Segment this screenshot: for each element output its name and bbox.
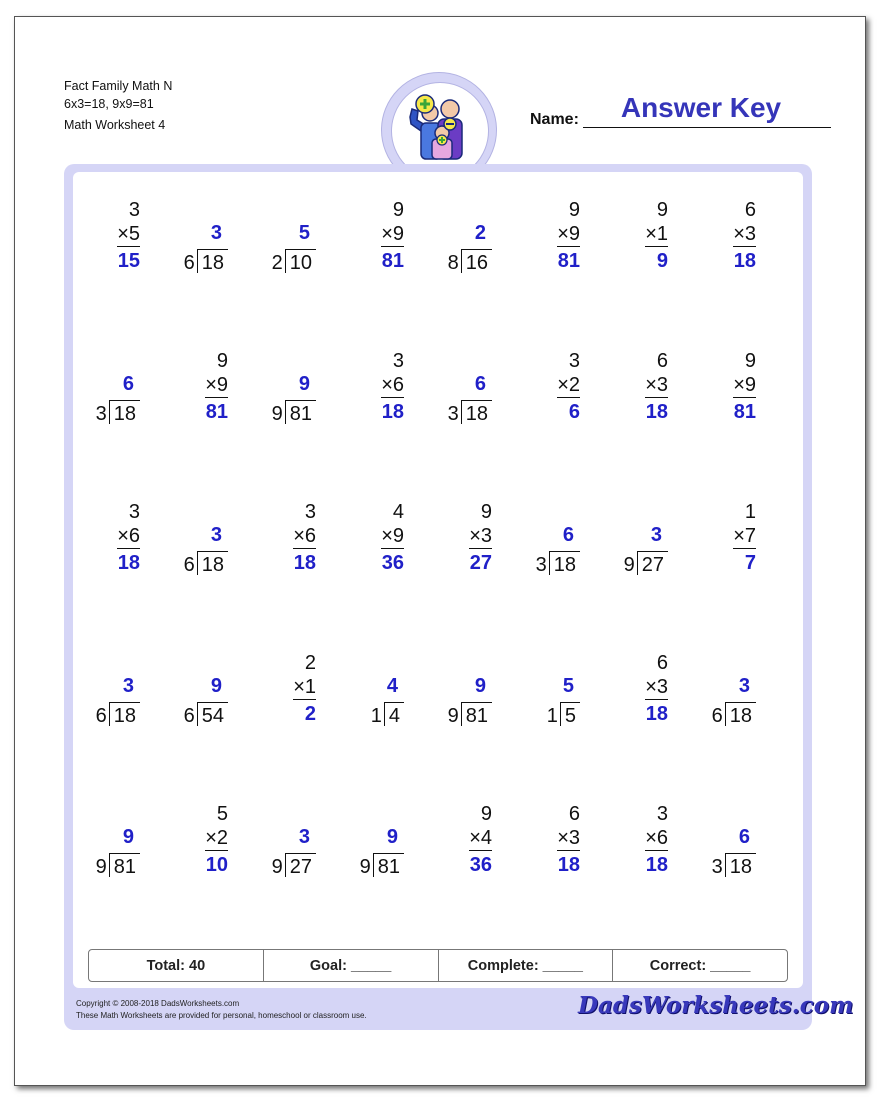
product-answer: 15	[117, 250, 140, 272]
product-answer: 18	[645, 703, 668, 725]
multiplication-problem	[80, 200, 168, 280]
dividend: 18	[461, 400, 492, 424]
goal-cell[interactable]: Goal: _____	[263, 950, 438, 981]
product-answer: 36	[469, 854, 492, 876]
division-problem	[696, 653, 784, 733]
division-problem	[608, 502, 696, 582]
usage-notice: These Math Worksheets are provided for personal, homeschool or classroom use.	[76, 1011, 367, 1020]
worksheet-facts: 6x3=18, 9x9=81	[64, 97, 154, 111]
correct-cell[interactable]: Correct: _____	[612, 950, 787, 981]
factor-top: 9	[480, 501, 492, 523]
divisor: 1	[370, 705, 382, 727]
product-answer: 36	[381, 552, 404, 574]
factor-top: 9	[480, 803, 492, 825]
product-answer: 18	[117, 552, 140, 574]
division-bracket	[96, 853, 140, 877]
multiplication-problem	[168, 351, 256, 431]
divisor: 9	[95, 856, 107, 878]
quotient-answer: 5	[298, 222, 310, 244]
factor-operator: ×3	[645, 374, 668, 396]
division-bracket	[184, 702, 228, 726]
worksheet-title: Fact Family Math N	[64, 79, 173, 93]
division-bracket	[272, 853, 316, 877]
product-answer: 27	[469, 552, 492, 574]
product-answer: 81	[205, 401, 228, 423]
dividend: 18	[549, 551, 580, 575]
quotient-answer: 3	[650, 524, 662, 546]
division-bracket	[371, 702, 404, 726]
dividend: 18	[109, 400, 140, 424]
multiplication-problem	[432, 502, 520, 582]
product-answer: 7	[744, 552, 756, 574]
factor-operator: ×9	[733, 374, 756, 396]
multiplication-problem	[344, 351, 432, 431]
factor-operator: ×3	[557, 827, 580, 849]
factor-operator: ×6	[293, 525, 316, 547]
divisor: 3	[447, 403, 459, 425]
dividend: 16	[461, 249, 492, 273]
product-answer: 81	[733, 401, 756, 423]
divisor: 6	[183, 554, 195, 576]
quotient-answer: 9	[210, 675, 222, 697]
division-problem	[520, 502, 608, 582]
dividend: 27	[637, 551, 668, 575]
factor-top: 6	[656, 350, 668, 372]
complete-cell[interactable]: Complete: _____	[438, 950, 613, 981]
dividend: 5	[560, 702, 580, 726]
multiplication-problem	[520, 351, 608, 431]
multiplication-problem	[256, 502, 344, 582]
factor-top: 3	[128, 501, 140, 523]
division-bracket	[712, 853, 756, 877]
answer-key-label: Answer Key	[620, 92, 782, 123]
divisor: 3	[95, 403, 107, 425]
division-bracket	[96, 702, 140, 726]
quotient-answer: 3	[210, 222, 222, 244]
dividend: 81	[285, 400, 316, 424]
factor-top: 6	[656, 652, 668, 674]
product-answer: 18	[293, 552, 316, 574]
factor-top: 4	[392, 501, 404, 523]
divisor: 1	[546, 705, 558, 727]
quotient-answer: 6	[474, 373, 486, 395]
factor-operator: ×6	[645, 827, 668, 849]
factor-top: 2	[304, 652, 316, 674]
quotient-answer: 3	[738, 675, 750, 697]
brand-logo[interactable]: DadsWorksheets.com	[578, 992, 854, 1019]
division-problem	[256, 200, 344, 280]
factor-top: 3	[304, 501, 316, 523]
multiplication-problem	[608, 351, 696, 431]
division-problem	[696, 804, 784, 884]
division-problem	[344, 653, 432, 733]
division-bracket	[184, 249, 228, 273]
dividend: 4	[384, 702, 404, 726]
product-answer: 6	[568, 401, 580, 423]
multiplication-problem	[696, 351, 784, 431]
product-answer: 10	[205, 854, 228, 876]
divisor: 2	[271, 252, 283, 274]
factor-top: 6	[744, 199, 756, 221]
multiplication-problem	[256, 653, 344, 733]
factor-top: 3	[656, 803, 668, 825]
factor-top: 9	[656, 199, 668, 221]
factor-operator: ×5	[117, 223, 140, 245]
divisor: 6	[95, 705, 107, 727]
multiplication-problem	[520, 804, 608, 884]
dividend: 18	[725, 702, 756, 726]
division-problem	[80, 653, 168, 733]
dividend: 18	[197, 249, 228, 273]
division-problem	[168, 200, 256, 280]
factor-operator: ×3	[645, 676, 668, 698]
division-problem	[432, 200, 520, 280]
factor-top: 3	[128, 199, 140, 221]
factor-operator: ×9	[381, 223, 404, 245]
division-problem	[168, 502, 256, 582]
multiplication-problem	[608, 804, 696, 884]
divisor: 8	[447, 252, 459, 274]
factor-operator: ×1	[645, 223, 668, 245]
division-bracket	[547, 702, 580, 726]
dividend: 27	[285, 853, 316, 877]
divisor: 9	[271, 403, 283, 425]
multiplication-problem	[344, 200, 432, 280]
quotient-answer: 6	[122, 373, 134, 395]
quotient-answer: 9	[298, 373, 310, 395]
product-answer: 18	[381, 401, 404, 423]
factor-operator: ×4	[469, 827, 492, 849]
product-answer: 9	[656, 250, 668, 272]
product-answer: 18	[645, 401, 668, 423]
product-answer: 18	[645, 854, 668, 876]
divisor: 6	[183, 252, 195, 274]
divisor: 9	[359, 856, 371, 878]
factor-operator: ×2	[557, 374, 580, 396]
dividend: 81	[461, 702, 492, 726]
dividend: 81	[373, 853, 404, 877]
quotient-answer: 2	[474, 222, 486, 244]
factor-top: 6	[568, 803, 580, 825]
division-problem	[80, 804, 168, 884]
multiplication-problem	[520, 200, 608, 280]
division-bracket	[272, 249, 316, 273]
quotient-answer: 4	[386, 675, 398, 697]
divisor: 6	[183, 705, 195, 727]
multiplication-problem	[608, 200, 696, 280]
dividend: 18	[109, 702, 140, 726]
factor-top: 5	[216, 803, 228, 825]
dividend: 18	[197, 551, 228, 575]
product-answer: 2	[304, 703, 316, 725]
factor-operator: ×6	[381, 374, 404, 396]
factor-top: 9	[216, 350, 228, 372]
factor-operator: ×9	[557, 223, 580, 245]
factor-top: 1	[744, 501, 756, 523]
division-bracket	[360, 853, 404, 877]
divisor: 3	[535, 554, 547, 576]
factor-top: 3	[392, 350, 404, 372]
divisor: 9	[447, 705, 459, 727]
quotient-answer: 9	[386, 826, 398, 848]
division-bracket	[712, 702, 756, 726]
quotient-answer: 6	[738, 826, 750, 848]
division-bracket	[448, 702, 492, 726]
divisor: 9	[271, 856, 283, 878]
quotient-answer: 3	[122, 675, 134, 697]
division-bracket	[448, 400, 492, 424]
product-answer: 18	[733, 250, 756, 272]
divisor: 9	[623, 554, 635, 576]
division-problem	[80, 351, 168, 431]
factor-operator: ×9	[381, 525, 404, 547]
division-bracket	[96, 400, 140, 424]
worksheet-subtitle: Math Worksheet 4	[64, 118, 166, 132]
quotient-answer: 9	[122, 826, 134, 848]
divisor: 6	[711, 705, 723, 727]
multiplication-problem	[168, 804, 256, 884]
quotient-answer: 3	[298, 826, 310, 848]
multiplication-problem	[696, 502, 784, 582]
quotient-answer: 6	[562, 524, 574, 546]
factor-operator: ×7	[733, 525, 756, 547]
dividend: 18	[725, 853, 756, 877]
product-answer: 18	[557, 854, 580, 876]
division-bracket	[272, 400, 316, 424]
factor-operator: ×2	[205, 827, 228, 849]
division-problem	[344, 804, 432, 884]
name-field-line[interactable]	[583, 127, 831, 128]
multiplication-problem	[432, 804, 520, 884]
dividend: 10	[285, 249, 316, 273]
multiplication-problem	[80, 502, 168, 582]
factor-operator: ×3	[469, 525, 492, 547]
total-cell: Total: 40	[146, 957, 206, 974]
multiplication-problem	[696, 200, 784, 280]
copyright-block	[76, 998, 367, 1022]
factor-operator: ×1	[293, 676, 316, 698]
factor-top: 9	[568, 199, 580, 221]
division-problem	[520, 653, 608, 733]
multiplication-problem	[608, 653, 696, 733]
factor-operator: ×9	[205, 374, 228, 396]
factor-top: 3	[568, 350, 580, 372]
quotient-answer: 5	[562, 675, 574, 697]
division-problem	[168, 653, 256, 733]
factor-top: 9	[744, 350, 756, 372]
quotient-answer: 9	[474, 675, 486, 697]
division-problem	[432, 653, 520, 733]
division-bracket	[624, 551, 668, 575]
product-answer: 81	[557, 250, 580, 272]
divisor: 3	[711, 856, 723, 878]
factor-top: 9	[392, 199, 404, 221]
quotient-answer: 3	[210, 524, 222, 546]
division-bracket	[536, 551, 580, 575]
factor-operator: ×6	[117, 525, 140, 547]
dividend: 54	[197, 702, 228, 726]
score-table	[88, 949, 788, 982]
division-problem	[256, 804, 344, 884]
dividend: 81	[109, 853, 140, 877]
multiplication-problem	[344, 502, 432, 582]
copyright-text: Copyright © 2008-2018 DadsWorksheets.com	[76, 999, 240, 1008]
name-label: Name:	[530, 111, 579, 128]
division-problem	[432, 351, 520, 431]
product-answer: 81	[381, 250, 404, 272]
division-bracket	[184, 551, 228, 575]
division-bracket	[448, 249, 492, 273]
division-problem	[256, 351, 344, 431]
factor-operator: ×3	[733, 223, 756, 245]
